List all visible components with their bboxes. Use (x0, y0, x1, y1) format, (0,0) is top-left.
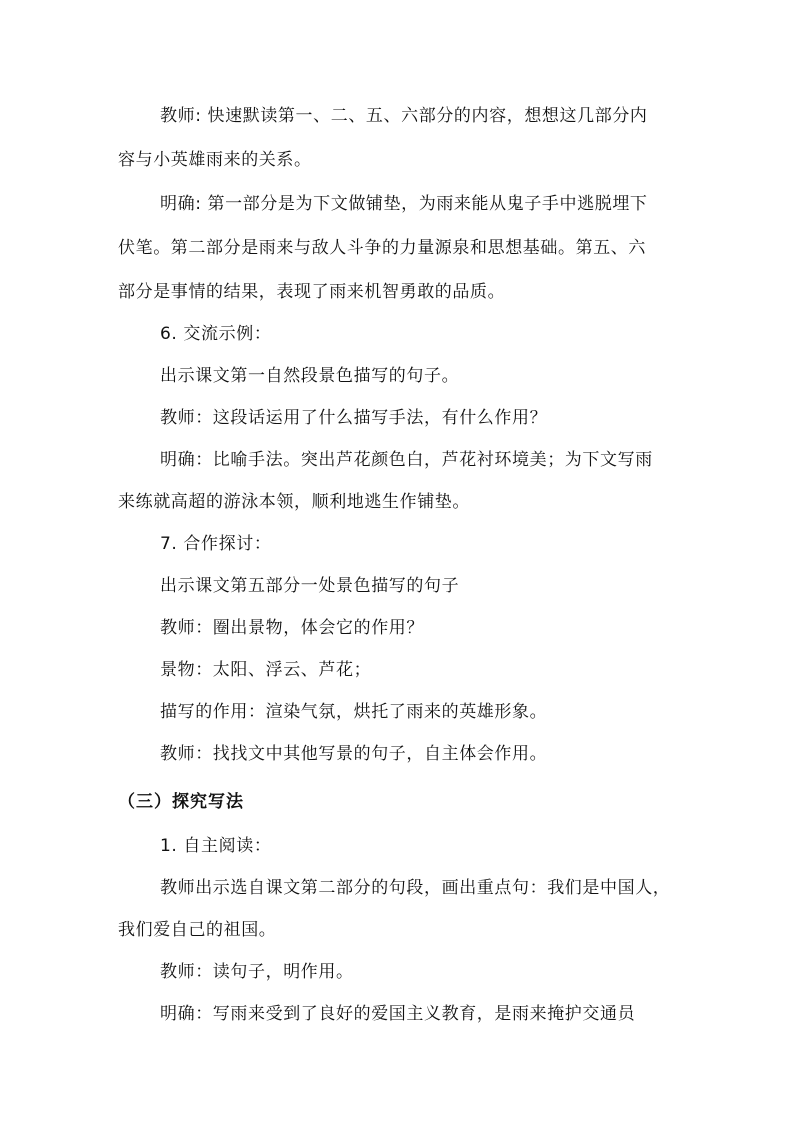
paragraph-line: 1. 自主阅读： (160, 836, 272, 856)
paragraph-line: 教师：找找文中其他写景的句子，自主体会作用。 (160, 744, 548, 764)
paragraph-line: 来练就高超的游泳本领，顺利地逃生作铺垫。 (118, 492, 470, 512)
paragraph-line: 出示课文第五部分一处景色描写的句子 (160, 576, 460, 596)
section-heading: （三）探究写法 (118, 792, 244, 812)
paragraph-line: 明确：写雨来受到了良好的爱国主义教育，是雨来掩护交通员 (160, 1004, 636, 1024)
paragraph-line: 7. 合作探讨： (160, 534, 272, 554)
paragraph-line: 教师：这段话运用了什么描写手法，有什么作用？ (160, 408, 548, 428)
paragraph-line: 教师: 快速默读第一、二、五、六部分的内容，想想这几部分内 (160, 106, 648, 126)
paragraph-line: 描写的作用：渲染气氛，烘托了雨来的英雄形象。 (160, 702, 548, 722)
paragraph-line: 6. 交流示例： (160, 324, 272, 344)
paragraph-line: 教师：圈出景物，体会它的作用？ (160, 618, 424, 638)
paragraph-line: 教师：读句子，明作用。 (160, 962, 354, 982)
paragraph-line: 景物：太阳、浮云、芦花； (160, 660, 372, 680)
paragraph-line: 容与小英雄雨来的关系。 (118, 150, 312, 170)
paragraph-line: 明确: 第一部分是为下文做铺垫，为雨来能从鬼子手中逃脱埋下 (160, 194, 648, 214)
paragraph-line: 教师出示选自课文第二部分的句段，画出重点句：我们是中国人， (160, 878, 671, 898)
paragraph-line: 明确：比喻手法。突出芦花颜色白，芦花衬环境美；为下文写雨 (160, 450, 653, 470)
paragraph-line: 我们爱自己的祖国。 (118, 920, 277, 940)
paragraph-line: 出示课文第一自然段景色描写的句子。 (160, 366, 460, 386)
paragraph-line: 伏笔。第二部分是雨来与敌人斗争的力量源泉和思想基础。第五、六 (118, 238, 646, 258)
paragraph-line: 部分是事情的结果，表现了雨来机智勇敢的品质。 (118, 282, 506, 302)
